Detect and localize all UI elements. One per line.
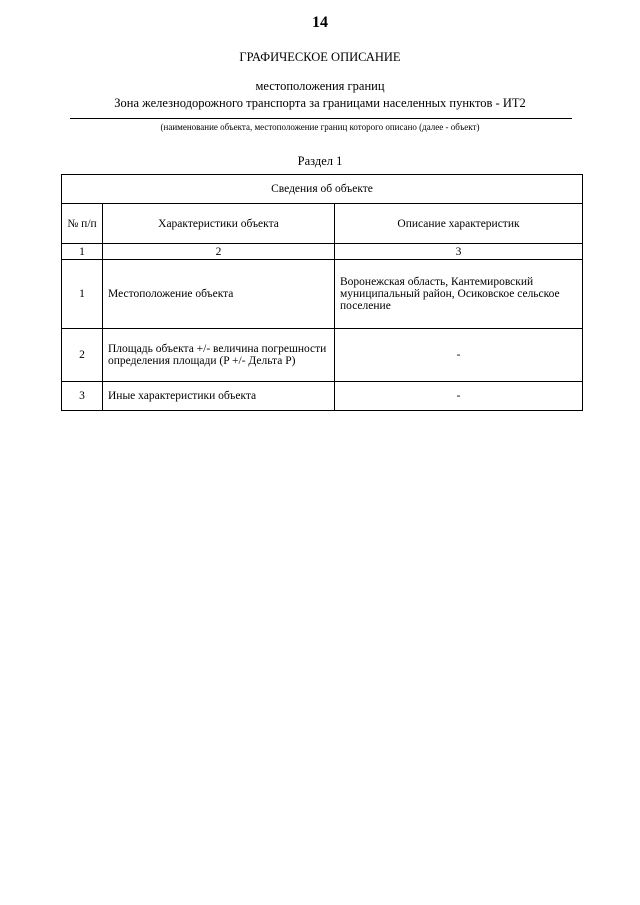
column-number-3: 3 [335, 244, 583, 260]
table-row [62, 329, 583, 382]
table-row [62, 260, 583, 329]
row-characteristic: Площадь объекта +/- величина погрешности определения площади (P +/- Дельта P) [103, 329, 335, 382]
object-info-table [61, 174, 583, 411]
row-characteristic: Местоположение объекта [103, 260, 335, 329]
header-description: Описание характеристик [335, 204, 583, 244]
table-title: Сведения об объекте [62, 175, 583, 204]
document-title: ГРАФИЧЕСКОЕ ОПИСАНИЕ [239, 50, 401, 64]
row-description: Воронежская область, Кантемировский муниципальный район, Осиковское сельское поселение [335, 260, 583, 329]
table-header-row [62, 204, 583, 244]
row-number: 1 [62, 260, 103, 329]
document-subtitle [0, 78, 640, 112]
row-characteristic: Иные характеристики объекта [103, 382, 335, 411]
row-description: - [335, 382, 583, 411]
column-number-row [62, 244, 583, 260]
section-label: Раздел 1 [297, 154, 343, 168]
table-row [62, 382, 583, 411]
caption-note: (наименование объекта, местоположение границ которого описано (далее - объект) [160, 122, 480, 132]
table-title-row [62, 175, 583, 204]
header-number: № п/п [62, 204, 103, 244]
row-number: 2 [62, 329, 103, 382]
header-characteristic: Характеристики объекта [103, 204, 335, 244]
subtitle-line-1: местоположения границ [255, 79, 385, 93]
page-number: 14 [312, 14, 328, 31]
subtitle-line-2: Зона железнодорожного транспорта за границами населенных пунктов - ИТ2 [114, 96, 526, 110]
row-number: 3 [62, 382, 103, 411]
row-description: - [335, 329, 583, 382]
underline-rule [70, 118, 572, 119]
column-number-2: 2 [103, 244, 335, 260]
column-number-1: 1 [62, 244, 103, 260]
